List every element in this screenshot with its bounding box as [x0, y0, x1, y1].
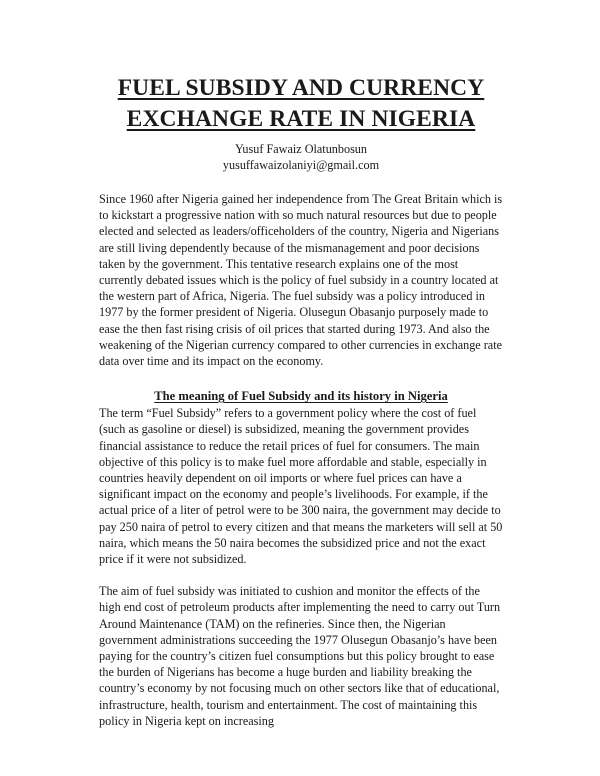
intro-paragraph: Since 1960 after Nigeria gained her independence from The Great Britain which is to kickstart a progressive nation with so much natural resources but due to people elected and selected as leaders/officeholders of the country, Nigeria and Nigerians are still living dependently because of the mismanagement and poor decisions taken by the government. This tentative research explains one of the most currently debated issues which is the policy of fuel subsidy in a country located at the western part of Africa, Nigeria. The fuel subsidy was a policy introduced in 1977 by the former president of Nigeria. Olusegun Obasanjo purposely made to ease the then fast rising crisis of oil prices that started during 1973. And also the weakening of the Nigerian currency compared to other currencies in exchange rate data over time and its impact on the economy.: [99, 192, 503, 369]
document-title: FUEL SUBSIDY AND CURRENCY EXCHANGE RATE IN NIGERIA: [117, 75, 485, 132]
meaning-paragraph: The term “Fuel Subsidy” refers to a government policy where the cost of fuel (such as gasoline or diesel) is subsidized, meaning the government provides financial assistance to reduce the retail prices of fuel for consumers. The main objective of this policy is to make fuel more affordable and stable, especially in countries heavily dependent on oil imports or where fuel prices can have a significant impact on the economy and people’s livelihoods. For example, if the actual price of a liter of petrol were to be 300 naira, the government may decide to pay 250 naira of petrol to every citizen and that means the marketers will sell at 50 naira, which means the 50 naira becomes the subsidized price and not the exact price if it were not subsidized.: [99, 406, 503, 567]
author-name: Yusuf Fawaiz Olatunbosun: [234, 142, 367, 156]
section-heading: The meaning of Fuel Subsidy and its history in Nigeria: [154, 389, 448, 404]
author-email: yusuffawaizolaniyi@gmail.com: [222, 158, 380, 172]
aim-paragraph: The aim of fuel subsidy was initiated to cushion and monitor the effects of the high end cost of petroleum products after implementing the need to carry out Turn Around Maintenance (TAM) on the refineries. Since then, the Nigerian government administrations succeeding the 1977 Olusegun Obasanjo’s have been paying for the country’s citizen fuel consumptions but this policy brought to ease the burden of Nigerians has become a huge burden and liability breaking the country’s economy by not focusing much on other sectors like that of educational, infrastructure, health, tourism and entertainment. The cost of maintaining this policy in Nigeria kept on increasing: [99, 584, 501, 728]
